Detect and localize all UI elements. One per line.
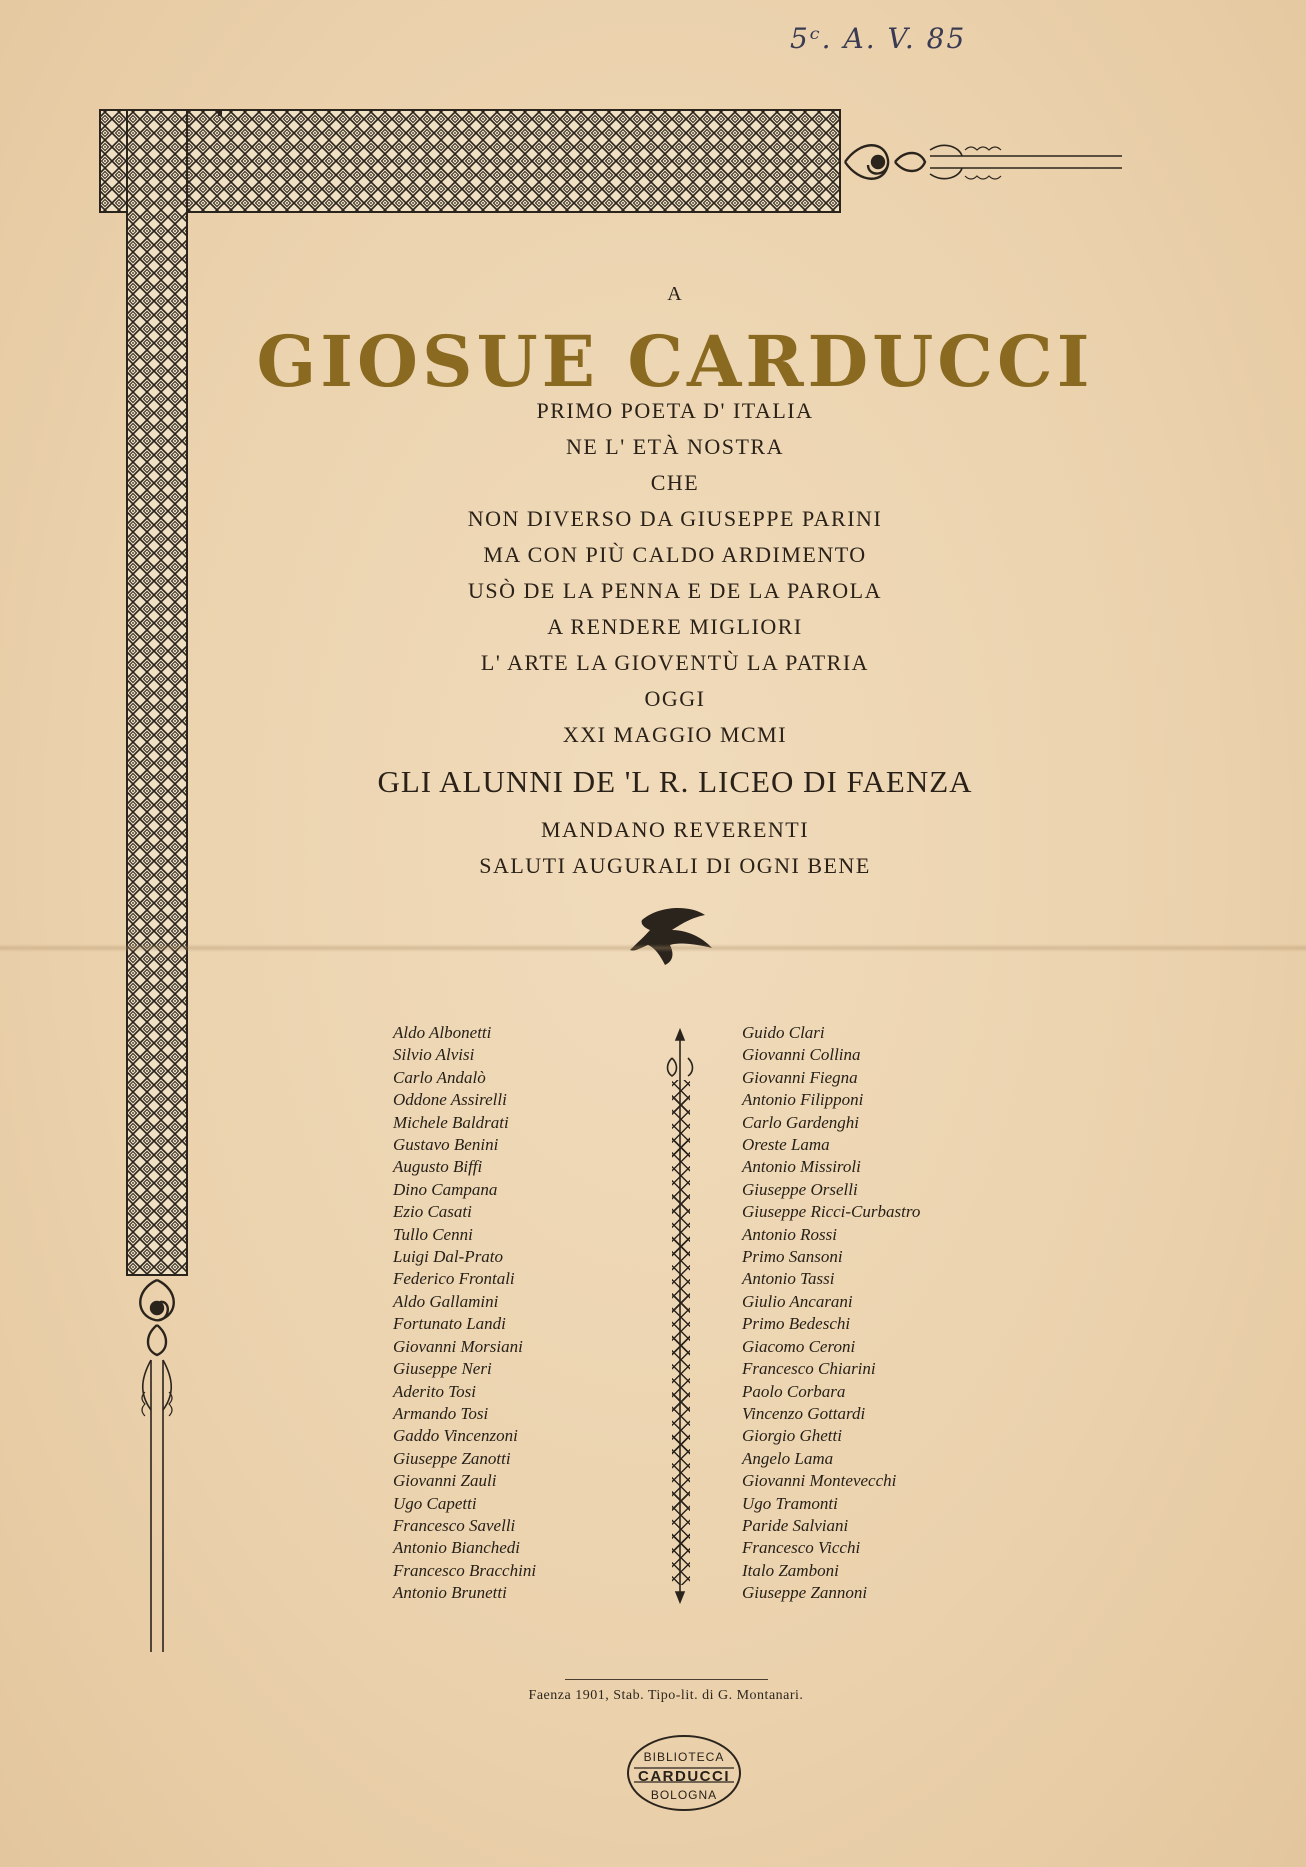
stamp-bottom-text: BOLOGNA <box>650 1788 718 1802</box>
signatory-name: Antonio Tassi <box>742 1269 835 1289</box>
signatory-name: Giuseppe Zannoni <box>742 1583 868 1603</box>
signatory-name: Antonio Filipponi <box>742 1090 864 1110</box>
signatories-right-column <box>742 1022 920 1605</box>
signatory-name: Guido Clari <box>742 1023 825 1042</box>
signatory-name: Vincenzo Gottardi <box>742 1403 866 1423</box>
signatories-left-column <box>393 1022 536 1605</box>
signatory-name: Giovanni Montevecchi <box>742 1471 897 1491</box>
signatory-name: Paride Salviani <box>742 1515 849 1535</box>
signatory-name: Francesco Savelli <box>393 1515 516 1535</box>
signatory-name: Oddone Assirelli <box>393 1090 507 1110</box>
dedication-line: MA CON PIÙ CALDO ARDIMENTO <box>483 542 867 567</box>
dedication-text <box>0 393 1306 753</box>
signatory-name: Armando Tosi <box>393 1403 489 1423</box>
signatory-name: Giorgio Ghetti <box>742 1426 842 1446</box>
dedication-intro: A <box>667 283 683 305</box>
signatory-name: Carlo Gardenghi <box>742 1112 859 1132</box>
signatory-name: Augusto Biffi <box>393 1157 483 1177</box>
signatory-name: Oreste Lama <box>742 1135 830 1155</box>
dedication-line: USÒ DE LA PENNA E DE LA PAROLA <box>468 578 882 603</box>
senders-heading: GLI ALUNNI DE 'L R. LICEO DI FAENZA <box>377 764 973 799</box>
stamp-top-text: BIBLIOTECA <box>643 1750 725 1764</box>
dedication-line: PRIMO POETA D' ITALIA <box>536 398 814 423</box>
signatory-name: Luigi Dal-Prato <box>393 1247 504 1267</box>
honoree-title: GIOSUE CARDUCCI <box>256 320 1094 403</box>
dedication-line: XXI MAGGIO MCMI <box>562 722 788 747</box>
signatory-name: Aderito Tosi <box>393 1381 476 1401</box>
signatory-name: Antonio Brunetti <box>393 1583 507 1603</box>
signatory-name: Ugo Tramonti <box>742 1493 838 1513</box>
signatory-name: Giovanni Fiegna <box>742 1067 858 1087</box>
signatory-name: Tullo Cenni <box>393 1224 473 1244</box>
signatory-name: Dino Campana <box>393 1179 498 1199</box>
dedication-line: NE L' ETÀ NOSTRA <box>565 434 784 459</box>
signatory-name: Michele Baldrati <box>393 1112 509 1132</box>
signatory-name: Carlo Andalò <box>393 1067 486 1087</box>
signatory-name: Federico Frontali <box>393 1269 515 1289</box>
signatory-name: Giovanni Collina <box>742 1045 861 1065</box>
signatory-name: Paolo Corbara <box>742 1381 846 1401</box>
signatory-name: Antonio Missiroli <box>742 1157 861 1177</box>
dedication-line: L' ARTE LA GIOVENTÙ LA PATRIA <box>480 650 870 675</box>
signatory-name: Giuseppe Neri <box>393 1359 492 1379</box>
closing-text <box>0 812 1306 884</box>
signatory-name: Giuseppe Ricci-Curbastro <box>742 1202 921 1222</box>
signatory-name: Giacomo Ceroni <box>742 1336 856 1356</box>
dedication-line: OGGI <box>644 686 706 711</box>
eagle-ornament-icon <box>630 908 712 965</box>
signatory-name: Giovanni Zauli <box>393 1471 497 1491</box>
signatory-name: Primo Sansoni <box>742 1247 843 1267</box>
signatory-name: Francesco Chiarini <box>742 1359 876 1379</box>
signatory-name: Italo Zamboni <box>742 1560 839 1580</box>
fleur-de-lis-icon <box>140 1280 174 1652</box>
signatory-name: Giuseppe Orselli <box>742 1179 858 1199</box>
signatory-name: Aldo Gallamini <box>393 1291 499 1311</box>
signatory-name: Silvio Alvisi <box>393 1045 475 1065</box>
archive-shelf-mark: 5ᶜ. A. V. 85 <box>790 22 967 55</box>
signatory-name: Ezio Casati <box>393 1202 472 1222</box>
signatory-name: Francesco Bracchini <box>393 1560 537 1580</box>
signatory-name: Giuseppe Zanotti <box>393 1448 511 1468</box>
stamp-middle-text: CARDUCCI <box>638 1768 730 1785</box>
dedication-line: A RENDERE MIGLIORI <box>547 614 803 639</box>
dedication-line: CHE <box>650 470 700 495</box>
signatory-name: Antonio Rossi <box>742 1224 837 1244</box>
column-divider-chain <box>672 1080 690 1585</box>
signatory-name: Gustavo Benini <box>393 1135 499 1155</box>
fleur-de-lis-icon <box>845 145 1122 179</box>
printer-imprint: Faenza 1901, Stab. Tipo-lit. di G. Montanari. <box>528 1688 804 1703</box>
signatory-name: Angelo Lama <box>742 1448 834 1468</box>
signatory-name: Primo Bedeschi <box>742 1314 851 1334</box>
signatory-name: Ugo Capetti <box>393 1493 477 1513</box>
dedication-line: NON DIVERSO DA GIUSEPPE PARINI <box>467 506 883 531</box>
closing-line: MANDANO REVERENTI <box>540 817 810 842</box>
closing-line: SALUTI AUGURALI DI OGNI BENE <box>479 853 871 878</box>
border-top-band <box>100 110 840 212</box>
signatory-name: Fortunato Landi <box>393 1314 506 1334</box>
signatory-name: Aldo Albonetti <box>393 1023 492 1042</box>
signatory-name: Antonio Bianchedi <box>393 1538 521 1558</box>
signatory-name: Gaddo Vincenzoni <box>393 1426 518 1446</box>
signatory-name: Giulio Ancarani <box>742 1291 853 1311</box>
signatory-name: Francesco Vicchi <box>742 1538 861 1558</box>
imprint-rule <box>565 1679 768 1680</box>
signatory-name: Giovanni Morsiani <box>393 1336 523 1356</box>
